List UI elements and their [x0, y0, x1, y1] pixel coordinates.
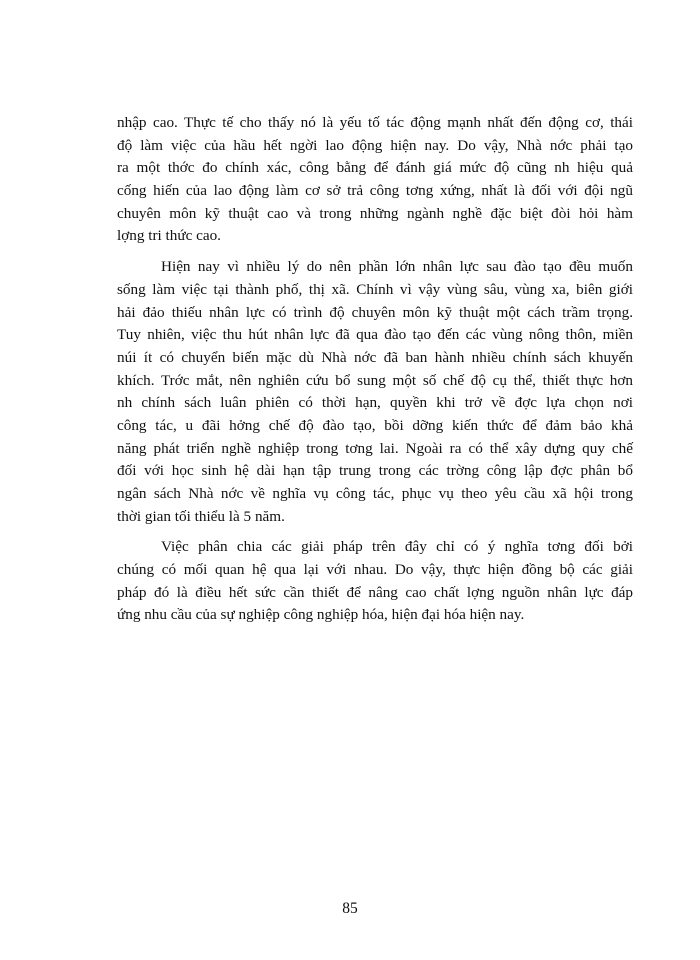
- paragraph-line: công tác, u đãi hởng chế độ đào tạo, bồi dỡng kiến thức để đảm bảo khả: [117, 416, 633, 434]
- paragraph-line: nhập cao. Thực tế cho thấy nó là yếu tố tác động mạnh nhất đến động cơ, thái: [117, 114, 633, 131]
- paragraph-line: hải đảo thiếu nhân lực có trình độ chuyên môn kỹ thuật một cách trầm trọng.: [117, 303, 633, 321]
- paragraph-line: ra một thớc đo chính xác, công bằng để đánh giá mức độ cũng nh hiệu quả: [117, 159, 633, 177]
- paragraph-line: Hiện nay vì nhiều lý do nên phần lớn nhân lực sau đào tạo đều muốn: [161, 258, 633, 276]
- paragraph-line: đối với học sinh hệ dài hạn tập trung trong các trờng công lập đợc phân bổ: [117, 462, 633, 480]
- paragraph-line: sống làm việc tại thành phố, thị xã. Chính vì vậy vùng sâu, vùng xa, biên giới: [117, 280, 633, 298]
- paragraph-line: chúng có mối quan hệ qua lại với nhau. Do vậy, thực hiện đồng bộ các giải: [117, 561, 633, 579]
- paragraph-line: ngân sách Nhà nớc về nghĩa vụ công tác, phục vụ theo yêu cầu xã hội trong: [117, 485, 633, 502]
- page-number: 85: [342, 900, 358, 917]
- body-text: [117, 112, 633, 635]
- paragraph-line: Việc phân chia các giải pháp trên đây chỉ có ý nghĩa tơng đối bởi: [161, 538, 633, 556]
- paragraph-line: ứng nhu cầu của sự nghiệp công nghiệp hóa, hiện đại hóa hiện nay.: [117, 606, 525, 624]
- paragraph-1: [117, 112, 633, 248]
- paragraph-line: độ làm việc của hầu hết ngời lao động hiện nay. Do vậy, Nhà nớc phải tạo: [117, 136, 633, 154]
- paragraph-line: Tuy nhiên, việc thu hút nhân lực đã qua đào tạo đến các vùng nông thôn, miền: [117, 326, 633, 344]
- paragraph-line: núi ít có chuyển biến mặc dù Nhà nớc đã ban hành nhiều chính sách khuyến: [117, 348, 633, 366]
- paragraph-3: [117, 536, 633, 627]
- paragraph-line: chuyên môn kỹ thuật cao và trong những ngành nghề đặc biệt đòi hỏi hàm: [117, 204, 633, 222]
- paragraph-line: pháp đó là điều hết sức cần thiết để nâng cao chất lợng nguồn nhân lực đáp: [117, 583, 633, 601]
- paragraph-line: lợng tri thức cao.: [117, 227, 221, 245]
- paragraph-line: khích. Trớc mắt, nên nghiên cứu bổ sung một số chế độ cụ thể, thiết thực hơn: [117, 371, 633, 389]
- paragraph-line: năng phát triển nghề nghiệp trong tơng lai. Ngoài ra có thể xây dựng quy chế: [117, 439, 633, 457]
- paragraph-line: cống hiến của lao động làm cơ sở trả công tơng xứng, nhất là đối với đội ngũ: [117, 182, 633, 200]
- paragraph-line: nh chính sách luân phiên có thời hạn, quyền khi trở về đợc lựa chọn nơi: [117, 394, 633, 412]
- paragraph-line: thời gian tối thiểu là 5 năm.: [117, 507, 285, 525]
- paragraph-2: [117, 256, 633, 528]
